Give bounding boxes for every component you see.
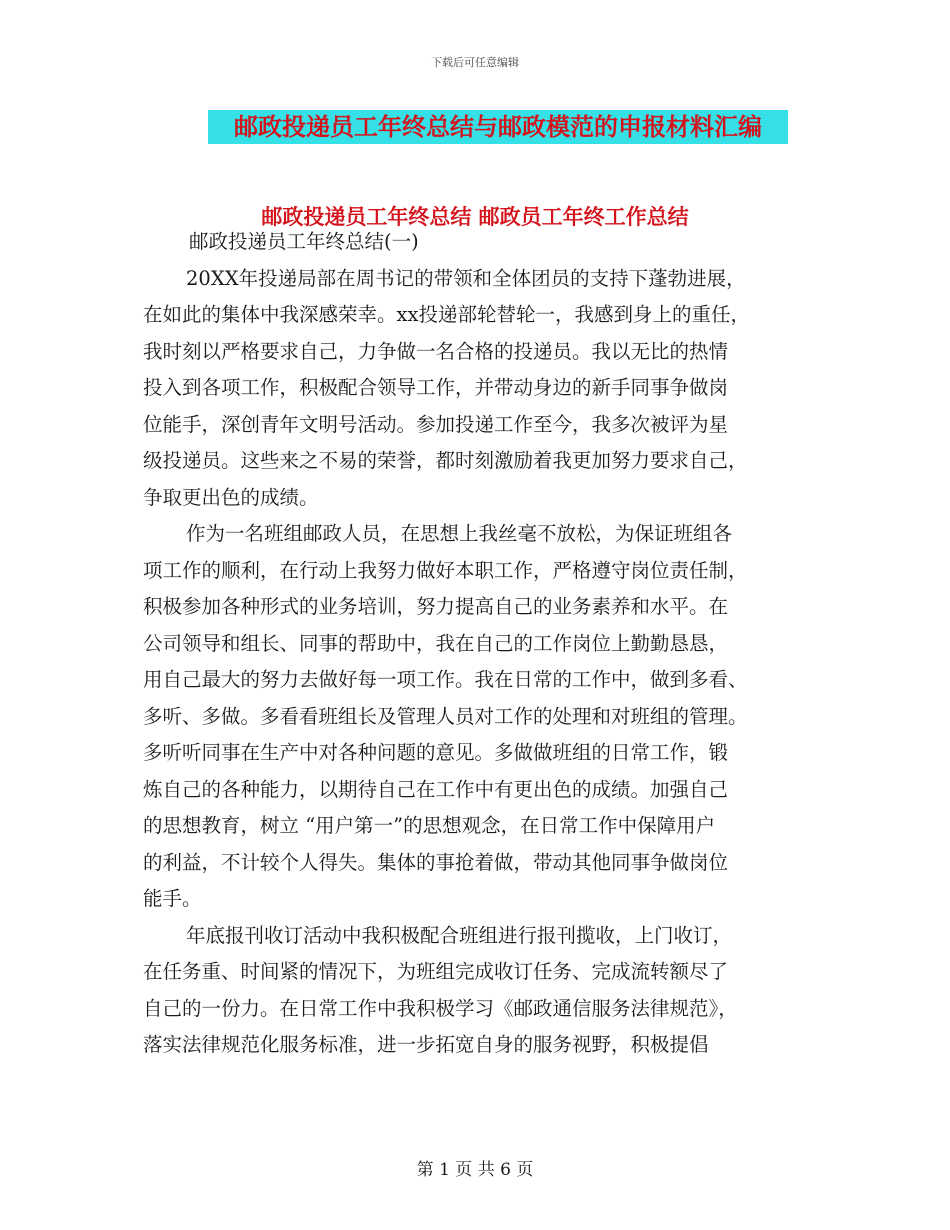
- paragraph-line: 积极参加各种形式的业务培训，努力提高自己的业务素养和水平。在: [143, 595, 729, 618]
- paragraph-line: 投入到各项工作，积极配合领导工作，并带动身边的新手同事争做岗: [143, 376, 729, 399]
- header-note: 下载后可任意编辑: [431, 56, 519, 69]
- section-heading: 邮政投递员工年终总结(一): [189, 230, 419, 253]
- paragraph-line: 公司领导和组长、同事的帮助中，我在自己的工作岗位上勤勤恳恳，: [143, 631, 729, 655]
- sub-title: 邮政投递员工年终总结 邮政员工年终工作总结: [261, 205, 689, 229]
- paragraph-line: 作为一名班组邮政人员，在思想上我丝毫不放松，为保证班组各: [186, 522, 733, 545]
- paragraph-line: 炼自己的各种能力，以期待自己在工作中有更出色的成绩。加强自己: [143, 777, 729, 801]
- paragraph-line: 20XX年投递局部在周书记的带领和全体团员的支持下蓬勃进展，: [186, 266, 746, 290]
- paragraph-line: 争取更出色的成绩。: [143, 485, 319, 509]
- paragraph-line: 能手。: [143, 887, 202, 910]
- paragraph-line: 落实法律规范化服务标准，进一步拓宽自身的服务视野，积极提倡: [143, 1033, 709, 1056]
- paragraph-line: 位能手，深创青年文明号活动。参加投递工作至今，我多次被评为星: [143, 412, 729, 436]
- paragraph: [143, 918, 811, 1064]
- paragraph-line: 的思想教育，树立 “用户第一”的思想观念，在日常工作中保障用户: [143, 814, 716, 837]
- paragraph-line: 的利益，不计较个人得失。集体的事抢着做，带动其他同事争做岗位: [143, 850, 729, 874]
- paragraph-line: 在任务重、时间紧的情况下，为班组完成收订任务、完成流转额尽了: [143, 960, 729, 983]
- main-title: 邮政投递员工年终总结与邮政模范的申报材料汇编: [208, 110, 788, 144]
- paragraph-line: 多听听同事在生产中对各种问题的意见。多做做班组的日常工作，锻: [143, 741, 729, 764]
- paragraph-line: 在如此的集体中我深感荣幸。xx投递部轮替轮一，我感到身上的重任，: [143, 303, 750, 326]
- paragraph-line: 项工作的顺利，在行动上我努力做好本职工作，严格遵守岗位责任制，: [143, 558, 748, 582]
- paragraph: [143, 261, 811, 517]
- paragraph-line: 用自己最大的努力去做好每一项工作。我在日常的工作中，做到多看、: [143, 668, 748, 691]
- paragraph-line: 年底报刊收订活动中我积极配合班组进行报刊揽收，上门收订，: [186, 923, 733, 947]
- paragraph-line: 多听、多做。多看看班组长及管理人员对工作的处理和对班组的管理。: [143, 704, 748, 728]
- document-body: [143, 219, 811, 1064]
- paragraph-line: 级投递员。这些来之不易的荣誉，都时刻激励着我更加努力要求自己，: [143, 449, 748, 472]
- page-number-footer: 第 1 页 共 6 页: [416, 1160, 534, 1180]
- paragraph: [143, 516, 811, 918]
- paragraph-line: 自己的一份力。在日常工作中我积极学习《邮政通信服务法律规范》，: [143, 996, 738, 1020]
- paragraph-line: 我时刻以严格要求自己，力争做一名合格的投递员。我以无比的热情: [143, 339, 729, 363]
